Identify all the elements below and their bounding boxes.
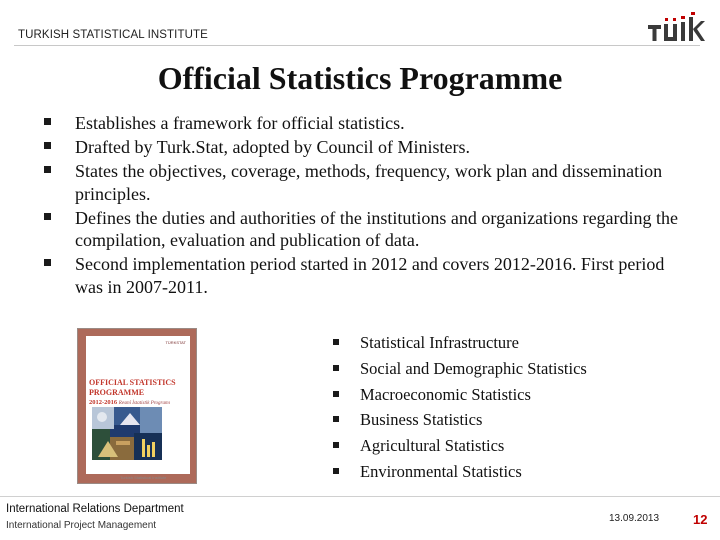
square-bullet-icon <box>44 259 51 266</box>
topic-list <box>333 330 587 485</box>
footer-unit: International Project Management <box>6 520 157 531</box>
bullet-text: Drafted by Turk.Stat, adopted by Council of Ministers. <box>75 137 470 157</box>
bullet-item <box>44 160 694 205</box>
bullet-item <box>44 112 694 135</box>
footer-department: International Relations Department <box>6 503 184 515</box>
square-bullet-icon <box>333 442 339 448</box>
cover-subtitle: Resmî İstatistik Programı <box>118 401 170 406</box>
topic-text: Macroeconomic Statistics <box>360 384 531 404</box>
main-bullet-list <box>44 112 694 300</box>
cover-years: 2012-2016 <box>89 399 118 406</box>
topic-item <box>333 330 587 356</box>
topic-item <box>333 407 587 433</box>
cover-publisher-tag: TÜRKSTAT <box>165 340 186 345</box>
cover-years-line <box>89 399 170 406</box>
cover-header-panel <box>86 336 190 376</box>
square-bullet-icon <box>333 339 339 345</box>
header-divider <box>14 45 700 46</box>
cover-footer-text: Turkish Statistical Institute <box>120 475 167 480</box>
square-bullet-icon <box>44 166 51 173</box>
square-bullet-icon <box>333 391 339 397</box>
bullet-text: Establishes a framework for official statistics. <box>75 113 405 133</box>
programme-cover-image <box>77 328 197 484</box>
slide-title: Official Statistics Programme <box>157 60 563 96</box>
topic-item <box>333 356 587 382</box>
square-bullet-icon <box>44 142 51 149</box>
cover-collage-illustration <box>92 407 162 460</box>
page-number: 12 <box>693 512 708 527</box>
tuik-logo <box>648 12 706 42</box>
square-bullet-icon <box>333 365 339 371</box>
bullet-text: Defines the duties and authorities of the institutions and organizations regarding the compilation, evaluation and publication of data. <box>75 207 679 250</box>
topic-text: Agricultural Statistics <box>360 436 505 456</box>
square-bullet-icon <box>333 468 339 474</box>
organization-name: TURKISH STATISTICAL INSTITUTE <box>18 29 208 41</box>
bullet-item <box>44 207 694 252</box>
topic-text: Business Statistics <box>360 410 483 430</box>
footer-divider <box>0 496 720 497</box>
bullet-item <box>44 136 694 159</box>
footer-date: 13.09.2013 <box>609 513 660 524</box>
topic-item <box>333 433 587 459</box>
square-bullet-icon <box>44 213 51 220</box>
cover-content-panel <box>86 376 190 474</box>
topic-text: Statistical Infrastructure <box>360 333 519 352</box>
cover-title-line2: PROGRAMME <box>89 388 145 397</box>
topic-item <box>333 382 587 408</box>
square-bullet-icon <box>44 118 51 125</box>
bullet-item <box>44 253 694 298</box>
bullet-text: States the objectives, coverage, methods, frequency, work plan and dissemination principles. <box>75 161 663 204</box>
topic-item <box>333 459 587 485</box>
bullet-text: Second implementation period started in 2012 and covers 2012-2016. First period was in 2007-2011. <box>75 254 665 297</box>
cover-title-line1: OFFICIAL STATISTICS <box>89 378 176 387</box>
topic-text: Social and Demographic Statistics <box>360 358 587 378</box>
square-bullet-icon <box>333 416 339 422</box>
topic-text: Environmental Statistics <box>360 461 522 481</box>
